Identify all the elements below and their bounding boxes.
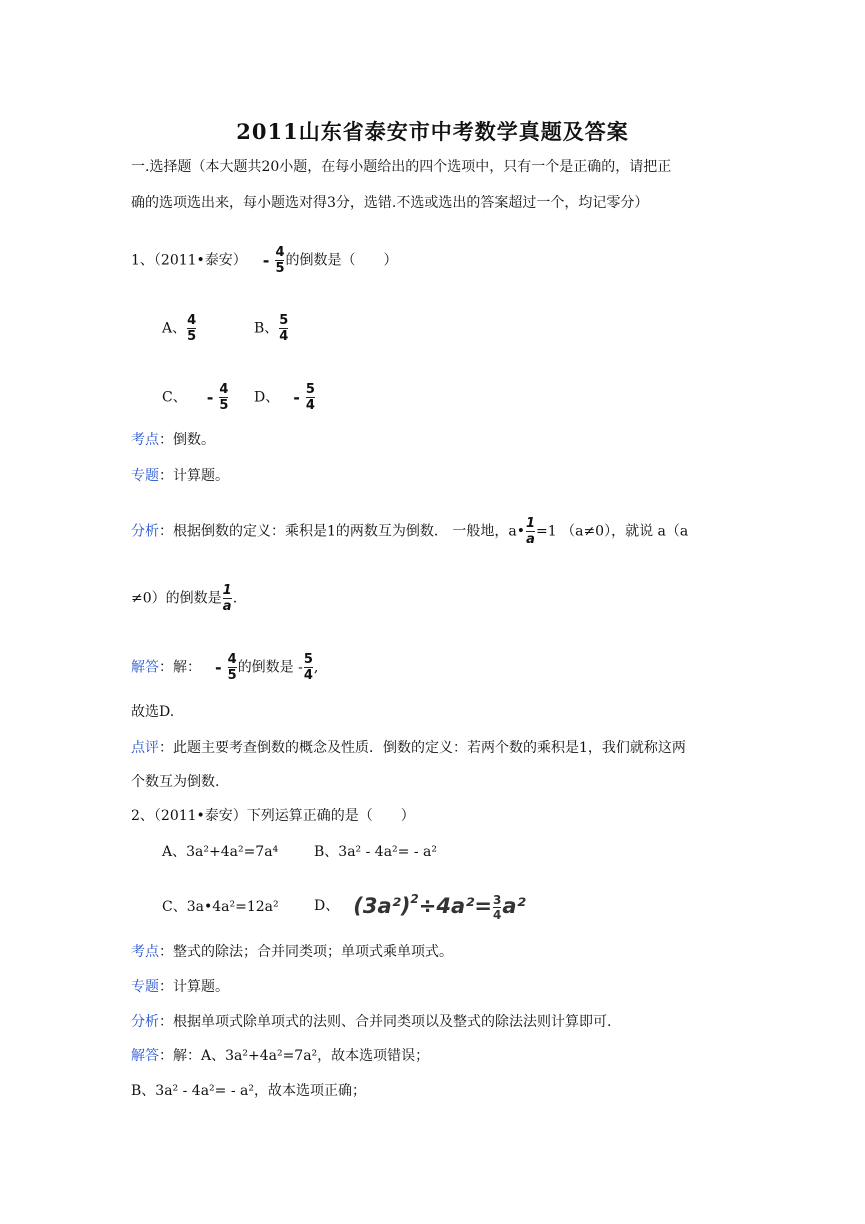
q2-jieda-line-1: 解答：解：A、3a²+4a²=7a²，故本选项错误；	[131, 1048, 430, 1064]
question-2-option-c[interactable]: C、3a•4a²=12a²	[162, 899, 279, 915]
question-1-option-d[interactable]: D、 - $\frac{5}{4}$	[254, 382, 315, 413]
document-title: 2011山东省泰安市中考数学真题及答案	[236, 119, 629, 144]
jieda-label: 解答	[131, 659, 159, 676]
q1-fenxi-line-2: ≠0）的倒数是 $\frac{1}{a}$ .	[131, 583, 238, 614]
kaodian-label: 考点	[131, 432, 159, 448]
option-d-formula: $(3a^2)^2\div 4a^2=$ $\frac{3}{4}$ a²	[353, 892, 526, 922]
q1-fenxi-line-1: 分析：根据倒数的定义：乘积是1的两数互为倒数． 一般地，a• $\frac{1}{a}$ =1 （a≠0），就说 a（a	[131, 516, 689, 547]
question-1-stem: 1、（2011•泰安） - $\frac{4}{5}$ 的倒数是（ ）	[131, 245, 398, 276]
q1-kaodian: 考点：倒数。	[131, 432, 215, 448]
fenxi-fraction: $\frac{1}{a}$	[525, 516, 536, 547]
question-1-fraction: $\frac{4}{5}$	[275, 245, 285, 276]
section-intro-line-2: 确的选项选出来，每小题选对得3分，选错.不选或选出的答案超过一个，均记零分）	[131, 195, 649, 211]
q1-dianping-line-2: 个数互为倒数.	[131, 774, 220, 790]
question-1-prefix: 1、（2011•泰安）	[131, 252, 247, 269]
q2-jieda-line-2: B、3a² - 4a²= - a²，故本选项正确；	[131, 1083, 366, 1099]
q2-kaodian: 考点：整式的除法；合并同类项；单项式乘单项式。	[131, 944, 453, 960]
q1-dianping-line-1: 点评：此题主要考查倒数的概念及性质．倒数的定义：若两个数的乘积是1，我们就称这两	[131, 740, 686, 756]
section-intro-line-1: 一.选择题（本大题共20小题，在每小题给出的四个选项中，只有一个是正确的，请把正	[131, 159, 672, 175]
question-2-stem: 2、（2011•泰安）下列运算正确的是（ ）	[131, 808, 415, 824]
question-1-option-c[interactable]: C、 - $\frac{4}{5}$	[162, 382, 229, 413]
question-1-option-b[interactable]: B、 $\frac{5}{4}$	[254, 313, 289, 344]
q2-fenxi: 分析：根据单项式除单项式的法则、合并同类项以及整式的除法法则计算即可.	[131, 1014, 612, 1030]
q1-jieda: 解答：解： - $\frac{4}{5}$ 的倒数是 - $\frac{5}{4}$ ,	[131, 652, 319, 683]
q1-zhuanti: 专题：计算题。	[131, 468, 229, 484]
question-2-option-a[interactable]: A、3a²+4a²=7a⁴	[162, 844, 279, 860]
question-2-option-d[interactable]: D、 $(3a^2)^2\div 4a^2=$ $\frac{3}{4}$ a²	[314, 892, 526, 922]
q1-guxuan: 故选D.	[131, 704, 175, 720]
fenxi-label: 分析	[131, 523, 159, 540]
q2-zhuanti: 专题：计算题。	[131, 979, 229, 995]
question-1-option-a[interactable]: A、 $\frac{4}{5}$	[162, 313, 197, 344]
question-1-sign: -	[262, 250, 270, 270]
question-2-option-b[interactable]: B、3a² - 4a²= - a²	[314, 844, 437, 860]
dianping-label: 点评	[131, 740, 159, 756]
zhuanti-label: 专题	[131, 468, 159, 484]
